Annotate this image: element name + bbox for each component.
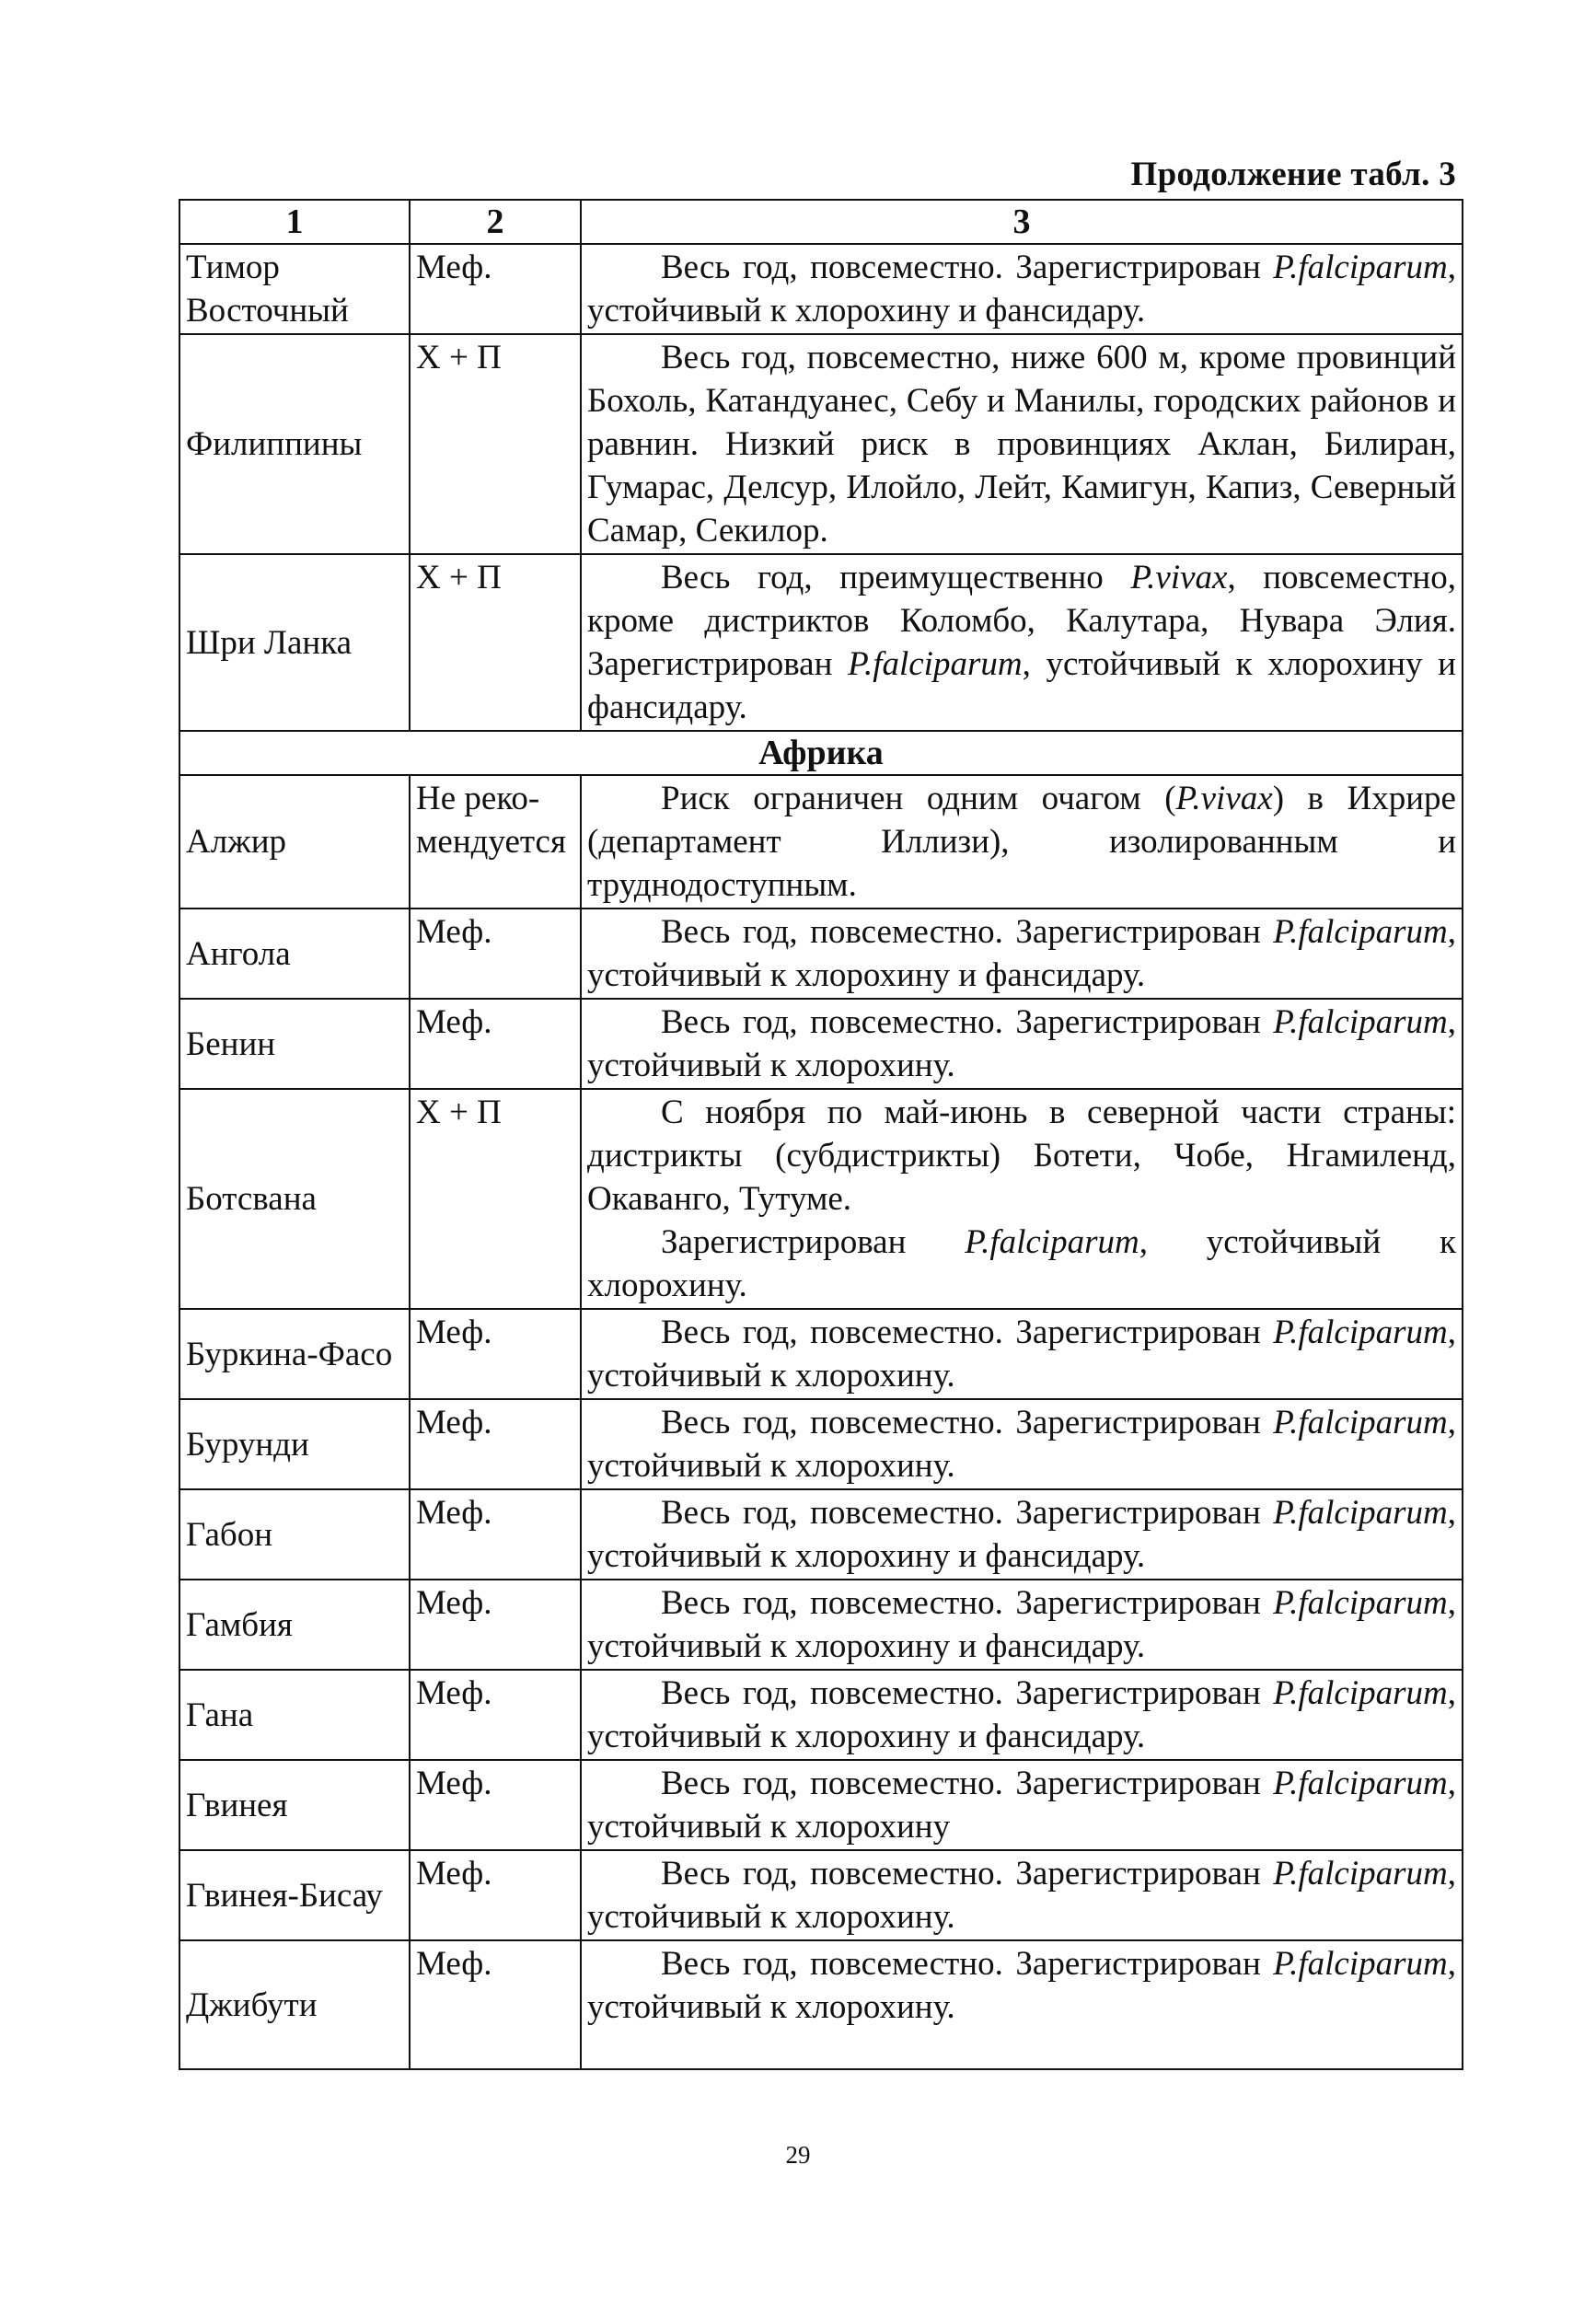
malaria-risk-table (179, 199, 1463, 2070)
prophylaxis-code-cell: Меф. (410, 1940, 581, 2069)
table-row (179, 999, 1463, 1089)
risk-description-cell (581, 1760, 1463, 1850)
table-row (179, 1089, 1463, 1309)
description-paragraph (587, 336, 1456, 552)
table-row (179, 334, 1463, 554)
table-row (179, 909, 1463, 999)
description-paragraph (587, 1581, 1456, 1668)
table-row (179, 1489, 1463, 1580)
description-text: Весь год, повсеместно, ниже 600 м, кроме провинций Бохоль, Катандуанес, Себу и Манилы, городских районов и равнин. Низкий риск в провинциях Аклан, Билиран, Гумарас, Делсур, Илойло, Лейт, Камигун, Капиз, Северный Самар, Секилор. (587, 339, 1456, 550)
risk-description-cell (581, 1309, 1463, 1399)
page-number: 29 (785, 2141, 811, 2169)
risk-description-cell (581, 999, 1463, 1089)
table-row (179, 554, 1463, 731)
prophylaxis-code-cell: Меф. (410, 999, 581, 1089)
prophylaxis-code-cell: Меф. (410, 1309, 581, 1399)
description-text: , устойчивый к хлорохину. (587, 1945, 1456, 2026)
table-header-row (179, 200, 1463, 244)
risk-description-cell (581, 1399, 1463, 1489)
table-row (179, 1580, 1463, 1670)
country-cell: Ботсвана (179, 1089, 410, 1309)
table-row (179, 1670, 1463, 1760)
description-paragraph (587, 1311, 1456, 1397)
description-text: , устойчивый к хлорохину. (587, 1855, 1456, 1936)
species-name: P.falciparum (1273, 1674, 1448, 1712)
description-paragraph (587, 1942, 1456, 2029)
table-row (179, 1309, 1463, 1399)
risk-description-cell (581, 1850, 1463, 1940)
description-paragraph (587, 246, 1456, 332)
risk-description-cell (581, 1580, 1463, 1670)
table-row (179, 1760, 1463, 1850)
description-paragraph (587, 1221, 1456, 1307)
species-name: P.vivax (1130, 559, 1228, 596)
risk-description-cell (581, 334, 1463, 554)
species-name: P.falciparum (1273, 1003, 1448, 1041)
description-paragraph (587, 1001, 1456, 1087)
description-paragraph (587, 556, 1456, 729)
country-cell: Бурунди (179, 1399, 410, 1489)
country-cell: Бенин (179, 999, 410, 1089)
species-name: P.falciparum (1273, 249, 1448, 286)
description-paragraph (587, 1401, 1456, 1487)
description-text: Весь год, повсеместно. Зарегистрирован (661, 1584, 1274, 1622)
description-paragraph (587, 777, 1456, 907)
country-cell: Гвинея-Бисау (179, 1850, 410, 1940)
species-name: P.falciparum (1273, 1765, 1448, 1802)
description-paragraph (587, 1852, 1456, 1939)
column-header-1: 1 (179, 200, 410, 244)
description-text: , устойчивый к хлорохину. (587, 1003, 1456, 1084)
description-text: Весь год, повсеместно. Зарегистрирован (661, 913, 1274, 951)
description-text: Весь год, повсеместно. Зарегистрирован (661, 1674, 1274, 1712)
description-text: ) в Ихрире (департамент Иллизи), изолированным и труднодоступным. (587, 780, 1456, 904)
table-row (179, 1940, 1463, 2069)
column-header-3: 3 (581, 200, 1463, 244)
description-text: Весь год, повсеместно. Зарегистрирован (661, 1855, 1274, 1893)
description-text: , устойчивый к хлорохину и фансидару. (587, 1674, 1456, 1755)
column-header-2: 2 (410, 200, 581, 244)
description-text: , устойчивый к хлорохину. (587, 1223, 1456, 1304)
country-cell: Буркина-Фасо (179, 1309, 410, 1399)
table-row (179, 244, 1463, 334)
description-paragraph (587, 910, 1456, 997)
species-name: P.falciparum (848, 645, 1023, 683)
description-paragraph (587, 1672, 1456, 1758)
country-cell: Филиппины (179, 334, 410, 554)
description-text: Весь год, повсеместно. Зарегистрирован (661, 249, 1274, 286)
prophylaxis-code-cell: Меф. (410, 1670, 581, 1760)
description-text: , устойчивый к хлорохину и фансидару. (587, 1494, 1456, 1575)
risk-description-cell (581, 1940, 1463, 2069)
prophylaxis-code-cell: Меф. (410, 1760, 581, 1850)
description-paragraph (587, 1762, 1456, 1848)
prophylaxis-code-cell: Меф. (410, 909, 581, 999)
species-name: P.vivax (1175, 780, 1273, 817)
description-text: Весь год, преимущественно (661, 559, 1131, 596)
country-cell: Гамбия (179, 1580, 410, 1670)
description-text: Весь год, повсеместно. Зарегистрирован (661, 1945, 1274, 1983)
species-name: P.falciparum (1273, 1404, 1448, 1441)
prophylaxis-code-cell: Х + П (410, 1089, 581, 1309)
species-name: P.falciparum (965, 1223, 1139, 1261)
description-text: С ноября по май-июнь в северной части страны: дистрикты (субдистрикты) Ботети, Чобе, Нгамиленд, Окаванго, Тутуме. (587, 1094, 1456, 1218)
description-text: Риск ограничен одним очагом ( (661, 780, 1176, 817)
description-text: , устойчивый к хлорохину и фансидару. (587, 249, 1456, 330)
prophylaxis-code-cell: Х + П (410, 554, 581, 731)
species-name: P.falciparum (1273, 1314, 1448, 1351)
description-paragraph (587, 1091, 1456, 1221)
risk-description-cell (581, 1670, 1463, 1760)
country-cell: Джибути (179, 1940, 410, 2069)
risk-description-cell (581, 1089, 1463, 1309)
species-name: P.falciparum (1273, 1584, 1448, 1622)
table-row (179, 1850, 1463, 1940)
species-name: P.falciparum (1273, 913, 1448, 951)
country-cell: Габон (179, 1489, 410, 1580)
country-cell: Тимор Восточный (179, 244, 410, 334)
country-cell: Алжир (179, 775, 410, 909)
description-text: , устойчивый к хлорохину и фансидару. (587, 913, 1456, 994)
description-text: , устойчивый к хлорохину (587, 1765, 1456, 1846)
description-text: , повсеместно, кроме дистриктов Коломбо, Калутара, Нувара Элия. Зарегистрирован (587, 559, 1456, 683)
risk-description-cell (581, 775, 1463, 909)
species-name: P.falciparum (1273, 1494, 1448, 1532)
description-text: , устойчивый к хлорохину. (587, 1314, 1456, 1395)
prophylaxis-code-cell: Меф. (410, 244, 581, 334)
table-row (179, 1399, 1463, 1489)
table-row (179, 775, 1463, 909)
prophylaxis-code-cell: Меф. (410, 1399, 581, 1489)
description-text: Весь год, повсеместно. Зарегистрирован (661, 1404, 1274, 1441)
description-text: Весь год, повсеместно. Зарегистрирован (661, 1765, 1274, 1802)
country-cell: Гана (179, 1670, 410, 1760)
description-text: Весь год, повсеместно. Зарегистрирован (661, 1494, 1274, 1532)
table-continuation-heading: Продолжение табл. 3 (1130, 156, 1456, 193)
prophylaxis-code-cell: Х + П (410, 334, 581, 554)
country-cell: Шри Ланка (179, 554, 410, 731)
description-text: , устойчивый к хлорохину и фансидару. (587, 645, 1456, 726)
prophylaxis-code-cell: Меф. (410, 1580, 581, 1670)
prophylaxis-code-cell: Не реко-мендуется (410, 775, 581, 909)
description-text: Зарегистрирован (661, 1223, 966, 1261)
risk-description-cell (581, 1489, 1463, 1580)
species-name: P.falciparum (1273, 1855, 1448, 1893)
description-text: , устойчивый к хлорохину и фансидару. (587, 1584, 1456, 1665)
prophylaxis-code-cell: Меф. (410, 1850, 581, 1940)
country-cell: Ангола (179, 909, 410, 999)
description-text: Весь год, повсеместно. Зарегистрирован (661, 1314, 1274, 1351)
species-name: P.falciparum (1273, 1945, 1448, 1983)
risk-description-cell (581, 909, 1463, 999)
description-paragraph (587, 1491, 1456, 1578)
region-row (179, 731, 1463, 775)
country-cell: Гвинея (179, 1760, 410, 1850)
prophylaxis-code-cell: Меф. (410, 1489, 581, 1580)
description-text: , устойчивый к хлорохину. (587, 1404, 1456, 1485)
region-title: Африка (179, 731, 1463, 775)
table-body (179, 200, 1463, 2069)
risk-description-cell (581, 244, 1463, 334)
description-text: Весь год, повсеместно. Зарегистрирован (661, 1003, 1274, 1041)
risk-description-cell (581, 554, 1463, 731)
